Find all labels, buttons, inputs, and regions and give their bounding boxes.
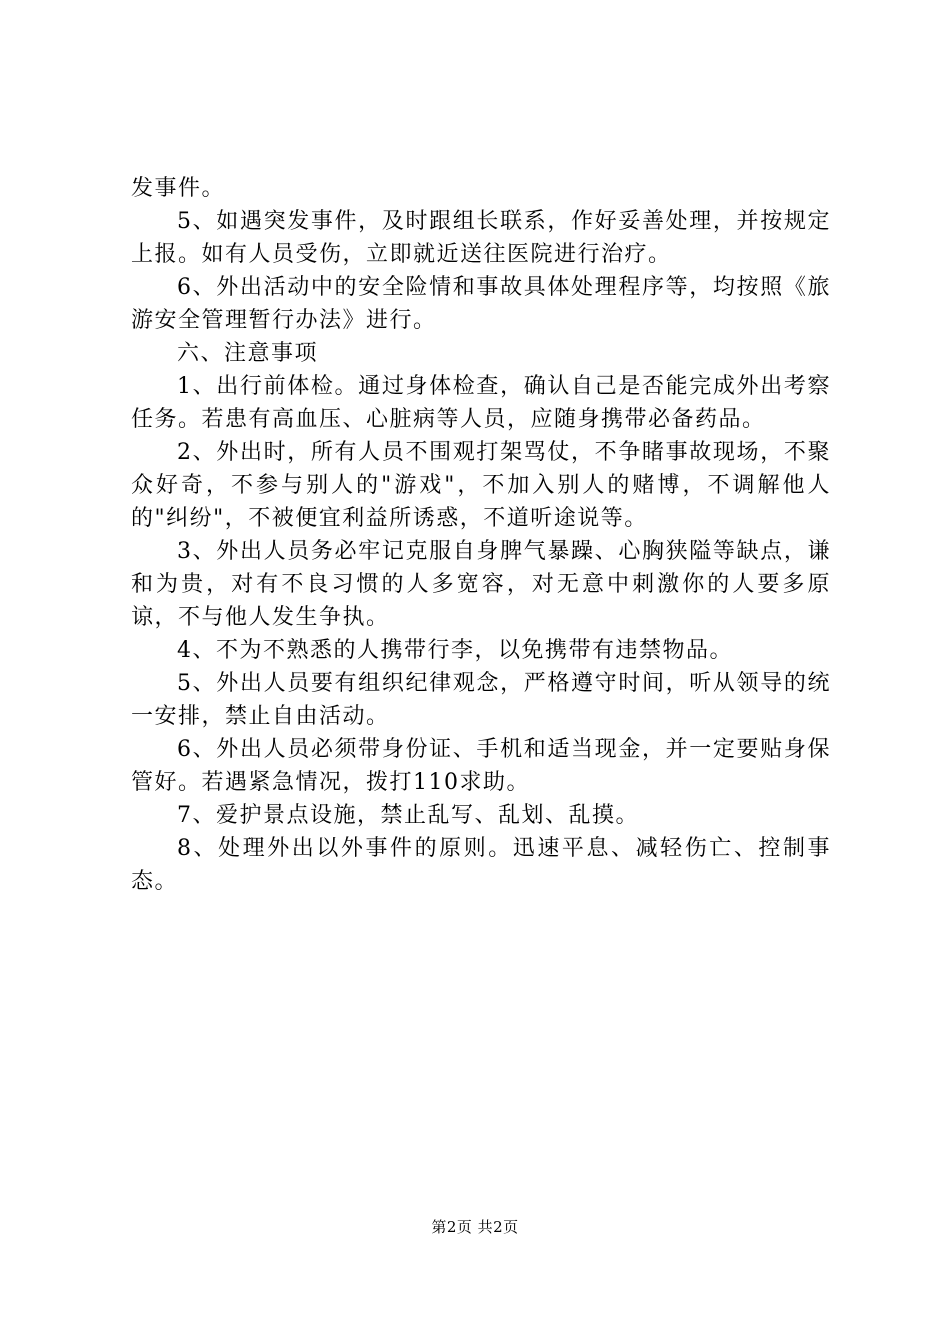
paragraph-note-3: 3、外出人员务必牢记克服自身脾气暴躁、心胸狭隘等缺点，谦和为贵，对有不良习惯的人多宽容，对无意中刺激你的人要多原谅，不与他人发生争执。	[131, 539, 831, 630]
paragraph-note-6: 6、外出人员必须带身份证、手机和适当现金，并一定要贴身保管好。若遇紧急情况，拨打110求助。	[131, 737, 831, 795]
paragraph-note-2: 2、外出时，所有人员不围观打架骂仗，不争睹事故现场，不聚众好奇，不参与别人的"游戏"，不加入别人的赌博，不调解他人的"纠纷"，不被便宜利益所诱惑，不道听途说等。	[131, 440, 831, 531]
paragraph-note-7: 7、爱护景点设施，禁止乱写、乱划、乱摸。	[177, 803, 639, 828]
page-number-footer: 第2页 共2页	[431, 1218, 519, 1236]
document-body	[131, 172, 831, 898]
paragraph-note-4: 4、不为不熟悉的人携带行李，以免携带有违禁物品。	[177, 638, 733, 663]
section-heading-notes: 六、注意事项	[177, 341, 319, 366]
paragraph-item-6-procedure: 6、外出活动中的安全险情和事故具体处理程序等，均按照《旅游安全管理暂行办法》进行。	[131, 275, 831, 333]
paragraph-note-1: 1、出行前体检。通过身体检查，确认自己是否能完成外出考察任务。若患有高血压、心脏病等人员，应随身携带必备药品。	[131, 374, 831, 432]
paragraph-note-8: 8、处理外出以外事件的原则。迅速平息、减轻伤亡、控制事态。	[131, 836, 831, 894]
paragraph-item-5-emergency: 5、如遇突发事件，及时跟组长联系，作好妥善处理，并按规定上报。如有人员受伤，立即就近送往医院进行治疗。	[131, 209, 831, 267]
paragraph-continuation: 发事件。	[131, 176, 226, 201]
paragraph-note-5: 5、外出人员要有组织纪律观念，严格遵守时间，听从领导的统一安排，禁止自由活动。	[131, 671, 831, 729]
